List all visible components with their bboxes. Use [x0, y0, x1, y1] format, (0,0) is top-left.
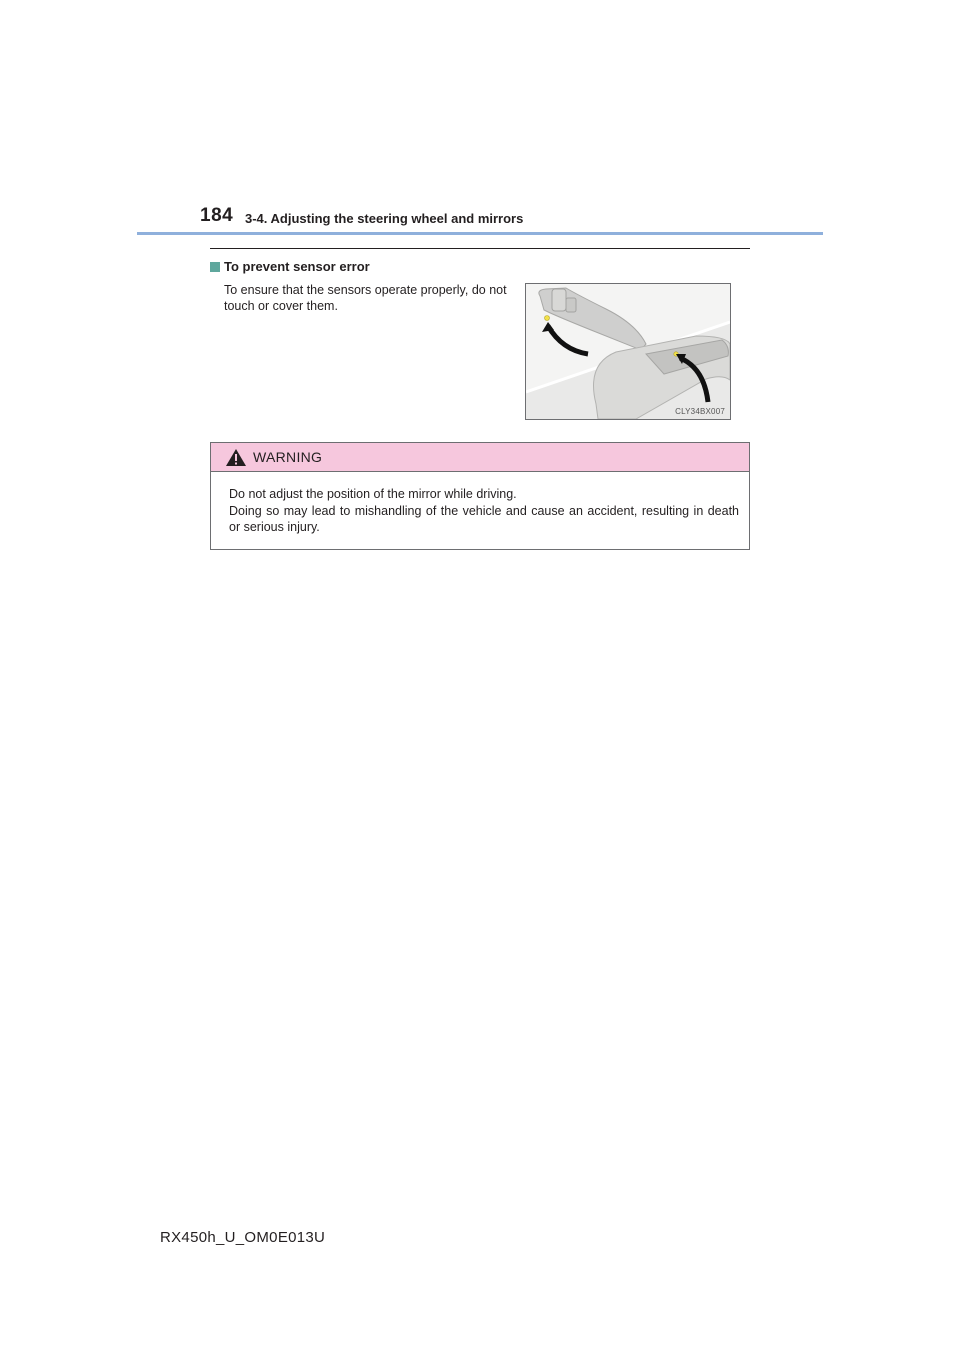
warning-triangle-icon	[225, 448, 247, 467]
footer-document-code: RX450h_U_OM0E013U	[160, 1229, 326, 1246]
page-number: 184	[200, 205, 234, 226]
warning-body	[211, 472, 749, 536]
subheading	[210, 259, 370, 274]
subheading-text: To prevent sensor error	[224, 259, 370, 274]
warning-label: WARNING	[253, 449, 323, 465]
sensor-instruction-text: To ensure that the sensors operate properly, do not touch or cover them.	[224, 283, 507, 313]
warning-line-1: Do not adjust the position of the mirror while driving.	[229, 487, 517, 501]
warning-line-2: Doing so may lead to mishandling of the vehicle and cause an accident, resulting in death or serious injury.	[229, 503, 739, 534]
mirror-sensor-figure	[525, 283, 731, 420]
warning-header	[211, 443, 749, 472]
mirror-illustration	[526, 284, 730, 419]
warning-box	[210, 442, 750, 550]
figure-code: CLY34BX007	[675, 407, 725, 416]
bullet-square-icon	[210, 262, 220, 272]
header-rule	[137, 232, 823, 235]
section-divider	[210, 248, 750, 249]
section-title: 3-4. Adjusting the steering wheel and mirrors	[245, 211, 524, 226]
